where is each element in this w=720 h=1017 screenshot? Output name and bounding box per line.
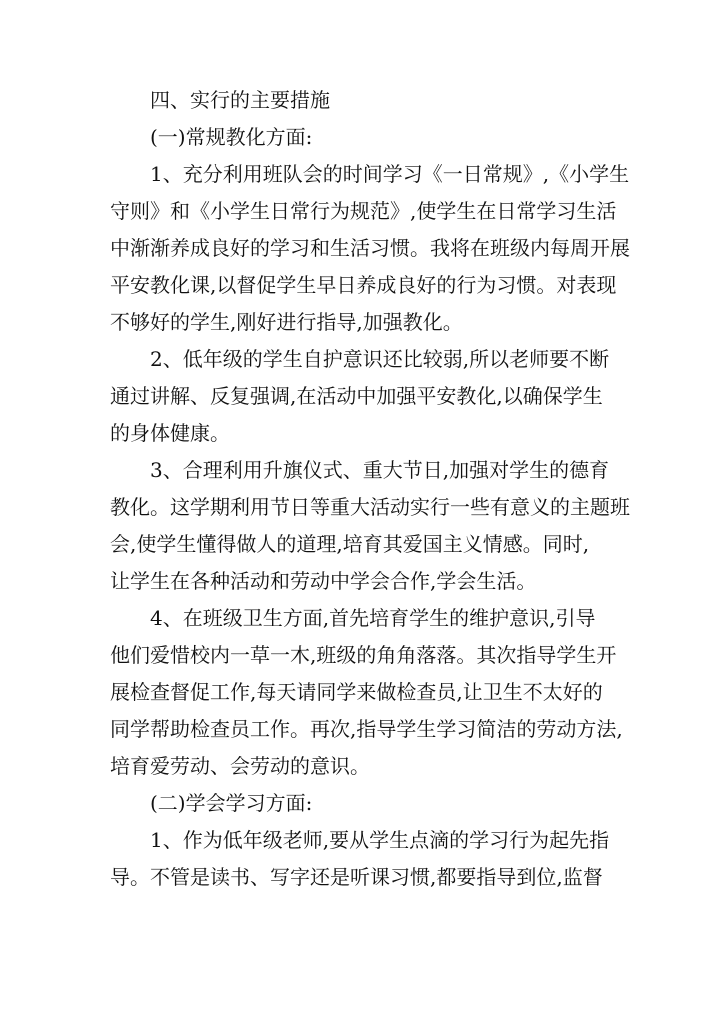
paragraph-line: 守则》和《小学生日常行为规范》,使学生在日常学习生活: [110, 199, 617, 223]
paragraph-line: 2、低年级的学生自护意识还比较弱,所以老师要不断: [150, 347, 610, 371]
section-heading: 四、实行的主要措施: [150, 88, 330, 112]
paragraph-line: 培育爱劳动、会劳动的意识。: [110, 754, 370, 778]
document-body: [110, 82, 630, 896]
paragraph-line: 中渐渐养成良好的学习和生活习惯。我将在班级内每周开展: [110, 236, 630, 260]
paragraph-line: 让学生在各种活动和劳动中学会合作,学会生活。: [110, 569, 537, 593]
paragraph-line: 同学帮助检查员工作。再次,指导学生学习简洁的劳动方法,: [110, 717, 623, 741]
paragraph-line: 3、合理利用升旗仪式、重大节日,加强对学生的德育: [150, 458, 610, 482]
subsection-heading: (二)学会学习方面:: [150, 791, 313, 815]
paragraph-line: 导。不管是读书、写字还是听课习惯,都要指导到位,监督: [110, 865, 603, 889]
paragraph-line: 会,使学生懂得做人的道理,培育其爱国主义情感。同时,: [110, 532, 590, 556]
paragraph-line: 他们爱惜校内一草一木,班级的角角落落。其次指导学生开: [110, 643, 617, 667]
subsection-heading: (一)常规教化方面:: [150, 125, 313, 149]
paragraph-line: 教化。这学期利用节日等重大活动实行一些有意义的主题班: [110, 495, 630, 519]
paragraph-line: 平安教化课,以督促学生早日养成良好的行为习惯。对表现: [110, 273, 617, 297]
paragraph-line: 的身体健康。: [110, 421, 230, 445]
paragraph-line: 4、在班级卫生方面,首先培育学生的维护意识,引导: [150, 606, 596, 630]
paragraph-line: 1、充分利用班队会的时间学习《一日常规》,《小学生: [150, 162, 630, 186]
paragraph-line: 通过讲解、反复强调,在活动中加强平安教化,以确保学生: [110, 384, 603, 408]
paragraph-line: 1、作为低年级老师,要从学生点滴的学习行为起先指: [150, 828, 610, 852]
paragraph-line: 不够好的学生,刚好进行指导,加强教化。: [110, 310, 463, 334]
paragraph-line: 展检查督促工作,每天请同学来做检查员,让卫生不太好的: [110, 680, 603, 704]
